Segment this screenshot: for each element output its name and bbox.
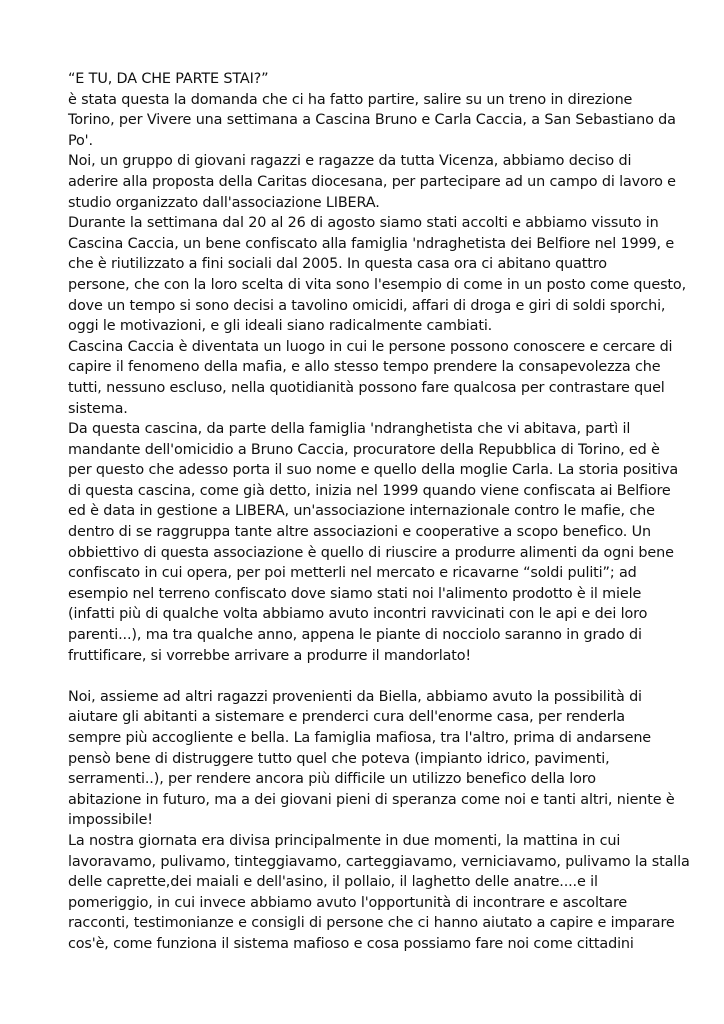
text-line: sistema. <box>68 400 128 417</box>
text-line: abitazione in futuro, ma a dei giovani pieni di speranza come noi e tanti altri, niente è <box>68 791 675 808</box>
text-line: racconti, testimonianze e consigli di persone che ci hanno aiutato a capire e imparare <box>68 915 675 932</box>
text-line: pensò bene di distruggere tutto quel che poteva (impianto idrico, pavimenti, <box>68 750 610 767</box>
text-line: dentro di se raggruppa tante altre associazioni e cooperative a scopo benefico. Un <box>68 524 651 541</box>
text-line: persone, che con la loro scelta di vita sono l'esempio di come in un posto come questo, <box>68 276 686 293</box>
text-line: mandante dell'omicidio a Bruno Caccia, procuratore della Repubblica di Torino, ed è <box>68 441 660 458</box>
text-line: impossibile! <box>68 812 153 829</box>
text-line: Cascina Caccia è diventata un luogo in cui le persone possono conoscere e cercare di <box>68 338 673 355</box>
text-line: cos'è, come funziona il sistema mafioso e cosa possiamo fare noi come cittadini <box>68 935 634 952</box>
text-line: parenti...), ma tra qualche anno, appena le piante di nocciolo saranno in grado di <box>68 627 642 644</box>
text-line: esempio nel terreno confiscato dove siamo stati noi l'alimento prodotto è il miele <box>68 585 642 602</box>
text-line: oggi le motivazioni, e gli ideali siano radicalmente cambiati. <box>68 318 493 335</box>
text-line: Noi, un gruppo di giovani ragazzi e ragazze da tutta Vicenza, abbiamo deciso di <box>68 153 632 170</box>
text-line: La nostra giornata era divisa principalmente in due momenti, la mattina in cui <box>68 832 621 849</box>
text-line: Cascina Caccia, un bene confiscato alla famiglia 'ndraghetista dei Belfiore nel 1999, e <box>68 235 675 252</box>
text-line: lavoravamo, pulivamo, tinteggiavamo, carteggiavamo, verniciavamo, pulivamo la stalla <box>68 853 690 870</box>
text-line: delle caprette,dei maiali e dell'asino, il pollaio, il laghetto delle anatre....e il <box>68 874 598 891</box>
text-line: aderire alla proposta della Caritas diocesana, per partecipare ad un campo di lavoro e <box>68 173 676 190</box>
text-line: serramenti..), per rendere ancora più difficile un utilizzo benefico della loro <box>68 771 596 788</box>
text-line: obbiettivo di questa associazione è quello di riuscire a produrre alimenti da ogni bene <box>68 544 674 561</box>
text-line: Torino, per Vivere una settimana a Cascina Bruno e Carla Caccia, a San Sebastiano da <box>68 112 676 129</box>
text-line: capire il fenomeno della mafia, e allo stesso tempo prendere la consapevolezza che <box>68 359 661 376</box>
text-line: (infatti più di qualche volta abbiamo avuto incontri ravvicinati con le api e dei loro <box>68 606 648 623</box>
text-line: pomeriggio, in cui invece abbiamo avuto l'opportunità di incontrare e ascoltare <box>68 894 628 911</box>
text-line: Da questa cascina, da parte della famiglia 'ndranghetista che vi abitava, partì il <box>68 421 631 438</box>
text-line: tutti, nessuno escluso, nella quotidianità possono fare qualcosa per contrastare quel <box>68 379 665 396</box>
paragraph-gap <box>68 666 668 687</box>
text-line: Durante la settimana dal 20 al 26 di agosto siamo stati accolti e abbiamo vissuto in <box>68 215 659 232</box>
text-line: che è riutilizzato a fini sociali dal 2005. In questa casa ora ci abitano quattro <box>68 256 607 273</box>
text-line: aiutare gli abitanti a sistemare e prenderci cura dell'enorme casa, per renderla <box>68 709 625 726</box>
text-line: per questo che adesso porta il suo nome e quello della moglie Carla. La storia positiva <box>68 462 679 479</box>
text-line: fruttificare, si vorrebbe arrivare a produrre il mandorlato! <box>68 647 472 664</box>
text-line: studio organizzato dall'associazione LIBERA. <box>68 194 380 211</box>
text-line: è stata questa la domanda che ci ha fatto partire, salire su un treno in direzione <box>68 91 633 108</box>
text-line: confiscato in cui opera, per poi metterli nel mercato e ricavarne “soldi puliti”; ad <box>68 565 637 582</box>
text-line: sempre più accogliente e bella. La famiglia mafiosa, tra l'altro, prima di andarsene <box>68 730 651 746</box>
text-line: Noi, assieme ad altri ragazzi provenienti da Biella, abbiamo avuto la possibilità di <box>68 688 642 705</box>
text-line: dove un tempo si sono decisi a tavolino omicidi, affari di droga e giri di soldi sporchi, <box>68 297 666 314</box>
document-body <box>68 69 690 955</box>
text-line: ed è data in gestione a LIBERA, un'associazione internazionale contro le mafie, che <box>68 503 655 520</box>
text-line: di questa cascina, come già detto, inizia nel 1999 quando viene confiscata ai Belfiore <box>68 482 671 499</box>
text-line: Po'. <box>68 132 93 149</box>
text-line: “E TU, DA CHE PARTE STAI?” <box>68 71 269 87</box>
